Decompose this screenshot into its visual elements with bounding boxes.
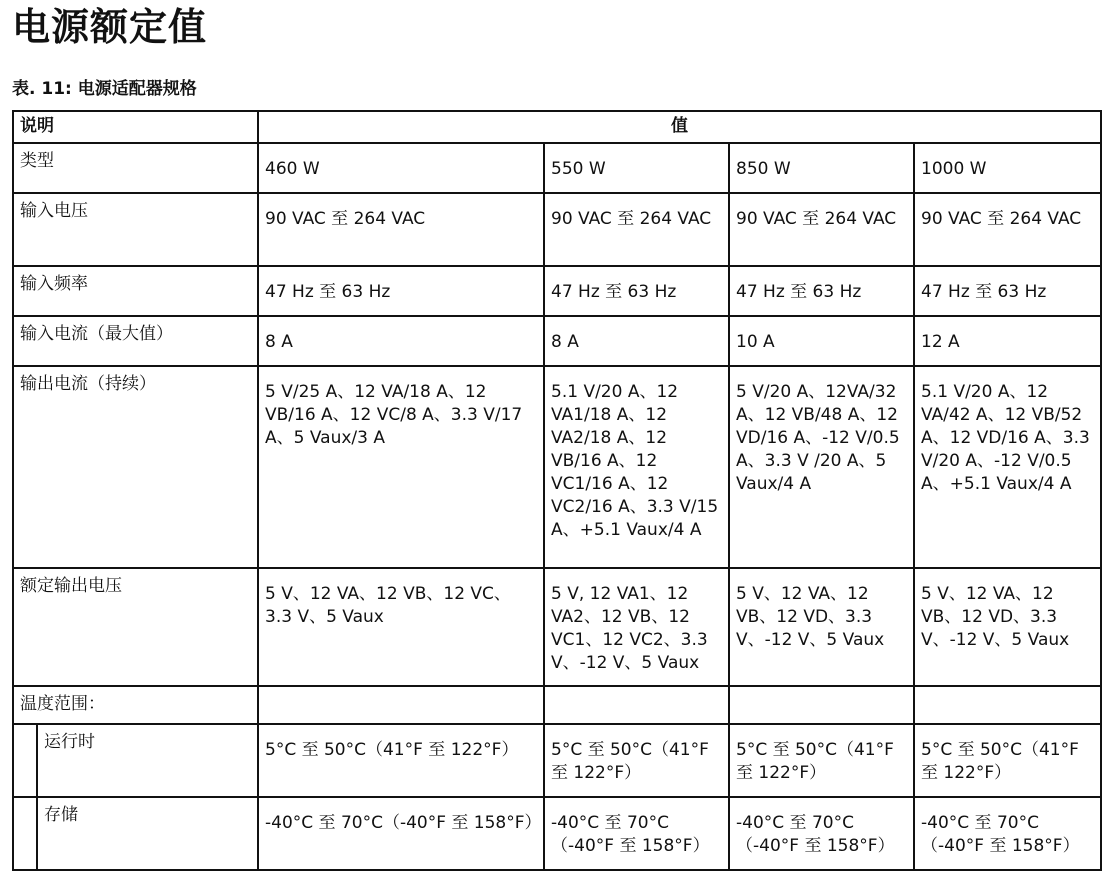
table-row-storage (13, 797, 1101, 870)
cell-type-550w: 550 W (544, 143, 729, 193)
row-label-temperature-range: 温度范围： (13, 686, 258, 724)
cell-rated-output-460w: 5 V、12 VA、12 VB、12 VC、3.3 V、5 Vaux (258, 568, 544, 686)
table-row-rated-output-voltage (13, 568, 1101, 686)
cell-input-frequency-460w: 47 Hz 至 63 Hz (258, 266, 544, 316)
cell-input-current-460w: 8 A (258, 316, 544, 366)
page-title: 电源额定值 (12, 5, 208, 49)
cell-input-current-1000w: 12 A (914, 316, 1101, 366)
row-label-input-voltage: 输入电压 (13, 193, 258, 266)
table-caption: 表. 11: 电源适配器规格 (12, 79, 197, 99)
table-row-input-frequency (13, 266, 1101, 316)
row-label-output-current: 输出电流（持续） (13, 366, 258, 568)
row-label-storage: 存储 (37, 797, 258, 870)
cell-output-current-1000w: 5.1 V/20 A、12 VA/42 A、12 VB/52 A、12 VD/16 A、3.3 V/20 A、-12 V/0.5 A、+5.1 Vaux/4 A (914, 366, 1101, 568)
cell-operating-1000w: 5°C 至 50°C（41°F 至 122°F） (914, 724, 1101, 797)
cell-input-frequency-1000w: 47 Hz 至 63 Hz (914, 266, 1101, 316)
cell-input-current-550w: 8 A (544, 316, 729, 366)
empty-cell (544, 686, 729, 724)
cell-storage-850w: -40°C 至 70°C（-40°F 至 158°F） (729, 797, 914, 870)
table-row-input-current-max (13, 316, 1101, 366)
cell-input-frequency-850w: 47 Hz 至 63 Hz (729, 266, 914, 316)
cell-output-current-460w: 5 V/25 A、12 VA/18 A、12 VB/16 A、12 VC/8 A、3.3 V/17 A、5 Vaux/3 A (258, 366, 544, 568)
cell-type-850w: 850 W (729, 143, 914, 193)
cell-rated-output-850w: 5 V、12 VA、12 VB、12 VD、3.3 V、-12 V、5 Vaux (729, 568, 914, 686)
row-label-input-frequency: 输入频率 (13, 266, 258, 316)
indent-spacer (13, 797, 37, 870)
cell-output-current-550w: 5.1 V/20 A、12 VA1/18 A、12 VA2/18 A、12 VB/16 A、12 VC1/16 A、12 VC2/16 A、3.3 V/15 A、+5.1 Vaux/4 A (544, 366, 729, 568)
empty-cell (729, 686, 914, 724)
table-row-type (13, 143, 1101, 193)
cell-storage-460w: -40°C 至 70°C（-40°F 至 158°F） (258, 797, 544, 870)
table-row-output-current (13, 366, 1101, 568)
row-label-type: 类型 (13, 143, 258, 193)
row-label-input-current-max: 输入电流（最大值） (13, 316, 258, 366)
cell-input-voltage-460w: 90 VAC 至 264 VAC (258, 193, 544, 266)
cell-rated-output-550w: 5 V, 12 VA1、12 VA2、12 VB、12 VC1、12 VC2、3.3 V、-12 V、5 Vaux (544, 568, 729, 686)
table-row-input-voltage (13, 193, 1101, 266)
header-value: 值 (258, 111, 1101, 143)
cell-operating-850w: 5°C 至 50°C（41°F 至 122°F） (729, 724, 914, 797)
header-row (13, 111, 1101, 143)
cell-input-voltage-550w: 90 VAC 至 264 VAC (544, 193, 729, 266)
cell-output-current-850w: 5 V/20 A、12VA/32 A、12 VB/48 A、12 VD/16 A、-12 V/0.5 A、3.3 V /20 A、5 Vaux/4 A (729, 366, 914, 568)
table-row-temperature-range (13, 686, 1101, 724)
cell-type-460w: 460 W (258, 143, 544, 193)
row-label-rated-output-voltage: 额定输出电压 (13, 568, 258, 686)
empty-cell (914, 686, 1101, 724)
cell-storage-550w: -40°C 至 70°C（-40°F 至 158°F） (544, 797, 729, 870)
row-label-operating: 运行时 (37, 724, 258, 797)
cell-input-voltage-850w: 90 VAC 至 264 VAC (729, 193, 914, 266)
cell-rated-output-1000w: 5 V、12 VA、12 VB、12 VD、3.3 V、-12 V、5 Vaux (914, 568, 1101, 686)
table-row-operating (13, 724, 1101, 797)
cell-operating-460w: 5°C 至 50°C（41°F 至 122°F） (258, 724, 544, 797)
cell-storage-1000w: -40°C 至 70°C（-40°F 至 158°F） (914, 797, 1101, 870)
empty-cell (258, 686, 544, 724)
header-description: 说明 (13, 111, 258, 143)
cell-operating-550w: 5°C 至 50°C（41°F 至 122°F） (544, 724, 729, 797)
indent-spacer (13, 724, 37, 797)
cell-type-1000w: 1000 W (914, 143, 1101, 193)
cell-input-frequency-550w: 47 Hz 至 63 Hz (544, 266, 729, 316)
power-supply-spec-table (12, 110, 1102, 871)
cell-input-voltage-1000w: 90 VAC 至 264 VAC (914, 193, 1101, 266)
cell-input-current-850w: 10 A (729, 316, 914, 366)
